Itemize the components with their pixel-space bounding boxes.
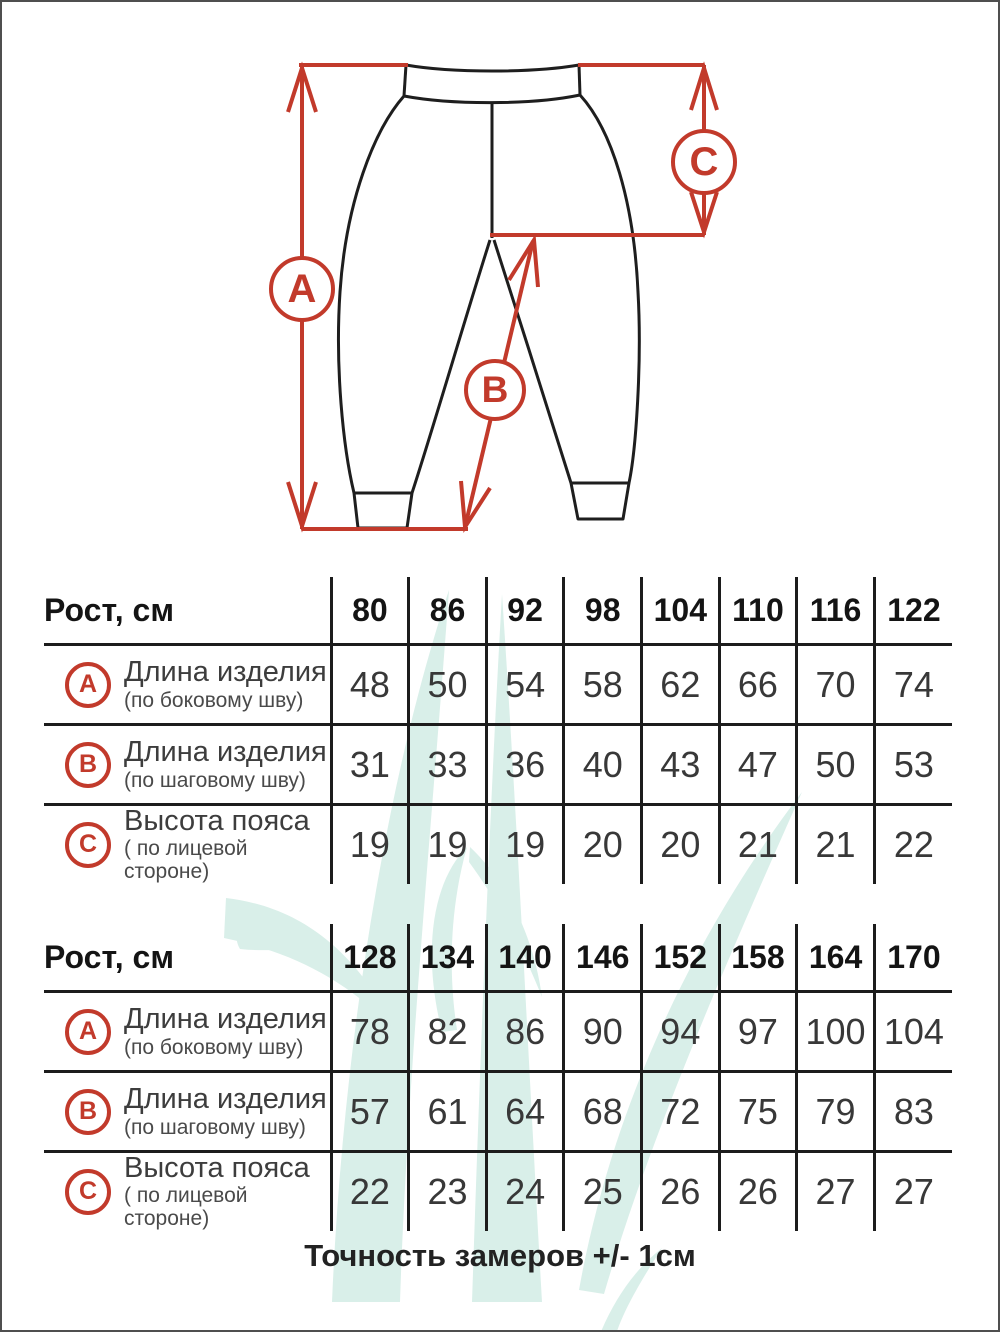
- size-value-cell: 19: [486, 805, 564, 884]
- size-value-cell: 104: [874, 992, 952, 1072]
- row-label-cell: [44, 1152, 331, 1231]
- size-col-header: 158: [719, 924, 797, 992]
- measure-subtitle: (по шаговому шву): [124, 1115, 306, 1139]
- size-value-cell: 54: [486, 645, 564, 725]
- size-value-cell: 23: [409, 1152, 487, 1231]
- row-label-text: [124, 1004, 327, 1058]
- size-value-cell: 43: [642, 725, 720, 805]
- measure-letter-icon: B: [65, 1089, 111, 1135]
- measure-title: Высота пояса: [124, 1152, 310, 1184]
- size-value-cell: 75: [719, 1072, 797, 1152]
- size-value-cell: 26: [719, 1152, 797, 1231]
- measure-subtitle: ( по лицевой стороне): [124, 1184, 248, 1231]
- row-label: [44, 657, 330, 711]
- row-label-cell: [44, 805, 331, 884]
- pants-measurement-diagram: [2, 2, 1000, 562]
- size-value-cell: 62: [642, 645, 720, 725]
- row-label-text: [124, 806, 330, 884]
- size-col-header: 86: [409, 577, 487, 645]
- size-value-cell: 19: [331, 805, 409, 884]
- pants-outline: [338, 65, 639, 528]
- size-value-cell: 68: [564, 1072, 642, 1152]
- size-col-header: 164: [797, 924, 875, 992]
- row-label: [44, 737, 330, 791]
- table-header-row: [44, 924, 952, 992]
- size-value-cell: 22: [331, 1152, 409, 1231]
- size-value-cell: 83: [874, 1072, 952, 1152]
- size-value-cell: 70: [797, 645, 875, 725]
- measure-letter-icon: C: [65, 822, 111, 868]
- measurement-row-b: [44, 1072, 952, 1152]
- row-label-text: [124, 737, 327, 791]
- row-label-text: [124, 1084, 327, 1138]
- row-label-cell: [44, 725, 331, 805]
- size-col-header: 110: [719, 577, 797, 645]
- size-col-header: 80: [331, 577, 409, 645]
- size-col-header: 170: [874, 924, 952, 992]
- table-header-row: [44, 577, 952, 645]
- row-label-cell: [44, 645, 331, 725]
- size-value-cell: 21: [797, 805, 875, 884]
- size-col-header: 98: [564, 577, 642, 645]
- size-table-128-170: [44, 924, 952, 1231]
- size-col-header: 92: [486, 577, 564, 645]
- size-value-cell: 82: [409, 992, 487, 1072]
- size-value-cell: 26: [642, 1152, 720, 1231]
- measure-title: Длина изделия: [124, 656, 327, 689]
- row-label-cell: [44, 1072, 331, 1152]
- size-value-cell: 20: [642, 805, 720, 884]
- measure-title: Высота пояса: [124, 805, 310, 837]
- measure-title: Длина изделия: [124, 1003, 327, 1036]
- measure-title: Длина изделия: [124, 736, 327, 769]
- row-label: [44, 1084, 330, 1138]
- size-value-cell: 94: [642, 992, 720, 1072]
- measure-subtitle: (по шаговому шву): [124, 768, 306, 792]
- size-value-cell: 86: [486, 992, 564, 1072]
- size-value-cell: 22: [874, 805, 952, 884]
- size-col-header: 128: [331, 924, 409, 992]
- size-col-header: 152: [642, 924, 720, 992]
- size-value-cell: 66: [719, 645, 797, 725]
- size-value-cell: 20: [564, 805, 642, 884]
- size-value-cell: 58: [564, 645, 642, 725]
- size-value-cell: 100: [797, 992, 875, 1072]
- size-value-cell: 21: [719, 805, 797, 884]
- size-col-header: 104: [642, 577, 720, 645]
- row-label: [44, 1153, 330, 1231]
- size-value-cell: 24: [486, 1152, 564, 1231]
- size-value-cell: 25: [564, 1152, 642, 1231]
- row-label-text: [124, 1153, 330, 1231]
- height-header-cell: Рост, см: [44, 591, 174, 628]
- size-value-cell: 19: [409, 805, 487, 884]
- measurement-row-c: [44, 1152, 952, 1231]
- size-value-cell: 50: [409, 645, 487, 725]
- height-header-cell: Рост, см: [44, 938, 174, 975]
- measure-subtitle: (по боковому шву): [124, 688, 304, 712]
- size-value-cell: 97: [719, 992, 797, 1072]
- size-value-cell: 40: [564, 725, 642, 805]
- measurement-row-a: [44, 992, 952, 1072]
- size-value-cell: 78: [331, 992, 409, 1072]
- size-col-header: 134: [409, 924, 487, 992]
- measurement-row-c: [44, 805, 952, 884]
- size-value-cell: 90: [564, 992, 642, 1072]
- size-value-cell: 53: [874, 725, 952, 805]
- size-value-cell: 33: [409, 725, 487, 805]
- measure-title: Длина изделия: [124, 1083, 327, 1116]
- size-value-cell: 47: [719, 725, 797, 805]
- size-value-cell: 57: [331, 1072, 409, 1152]
- size-value-cell: 48: [331, 645, 409, 725]
- measure-letter-icon: B: [65, 742, 111, 788]
- size-col-header: 140: [486, 924, 564, 992]
- measure-b-badge: B: [464, 359, 526, 421]
- measure-letter-icon: C: [65, 1169, 111, 1215]
- size-table-80-122: [44, 577, 952, 884]
- size-value-cell: 79: [797, 1072, 875, 1152]
- size-value-cell: 61: [409, 1072, 487, 1152]
- size-value-cell: 36: [486, 725, 564, 805]
- size-value-cell: 74: [874, 645, 952, 725]
- measure-letter-icon: A: [65, 662, 111, 708]
- size-value-cell: 72: [642, 1072, 720, 1152]
- row-label: [44, 1004, 330, 1058]
- row-label-text: [124, 657, 327, 711]
- measure-letter-icon: A: [65, 1009, 111, 1055]
- size-col-header: 122: [874, 577, 952, 645]
- accuracy-note: Точность замеров +/- 1см: [304, 1238, 696, 1273]
- size-value-cell: 50: [797, 725, 875, 805]
- measure-subtitle: ( по лицевой стороне): [124, 837, 248, 884]
- size-value-cell: 31: [331, 725, 409, 805]
- size-value-cell: 64: [486, 1072, 564, 1152]
- size-value-cell: 27: [874, 1152, 952, 1231]
- row-label: [44, 806, 330, 884]
- size-value-cell: 27: [797, 1152, 875, 1231]
- measurement-row-a: [44, 645, 952, 725]
- measurement-row-b: [44, 725, 952, 805]
- row-label-cell: [44, 992, 331, 1072]
- measure-c-badge: C: [671, 129, 737, 195]
- size-col-header: 146: [564, 924, 642, 992]
- measure-subtitle: (по боковому шву): [124, 1035, 304, 1059]
- size-col-header: 116: [797, 577, 875, 645]
- measure-a-badge: A: [269, 256, 335, 322]
